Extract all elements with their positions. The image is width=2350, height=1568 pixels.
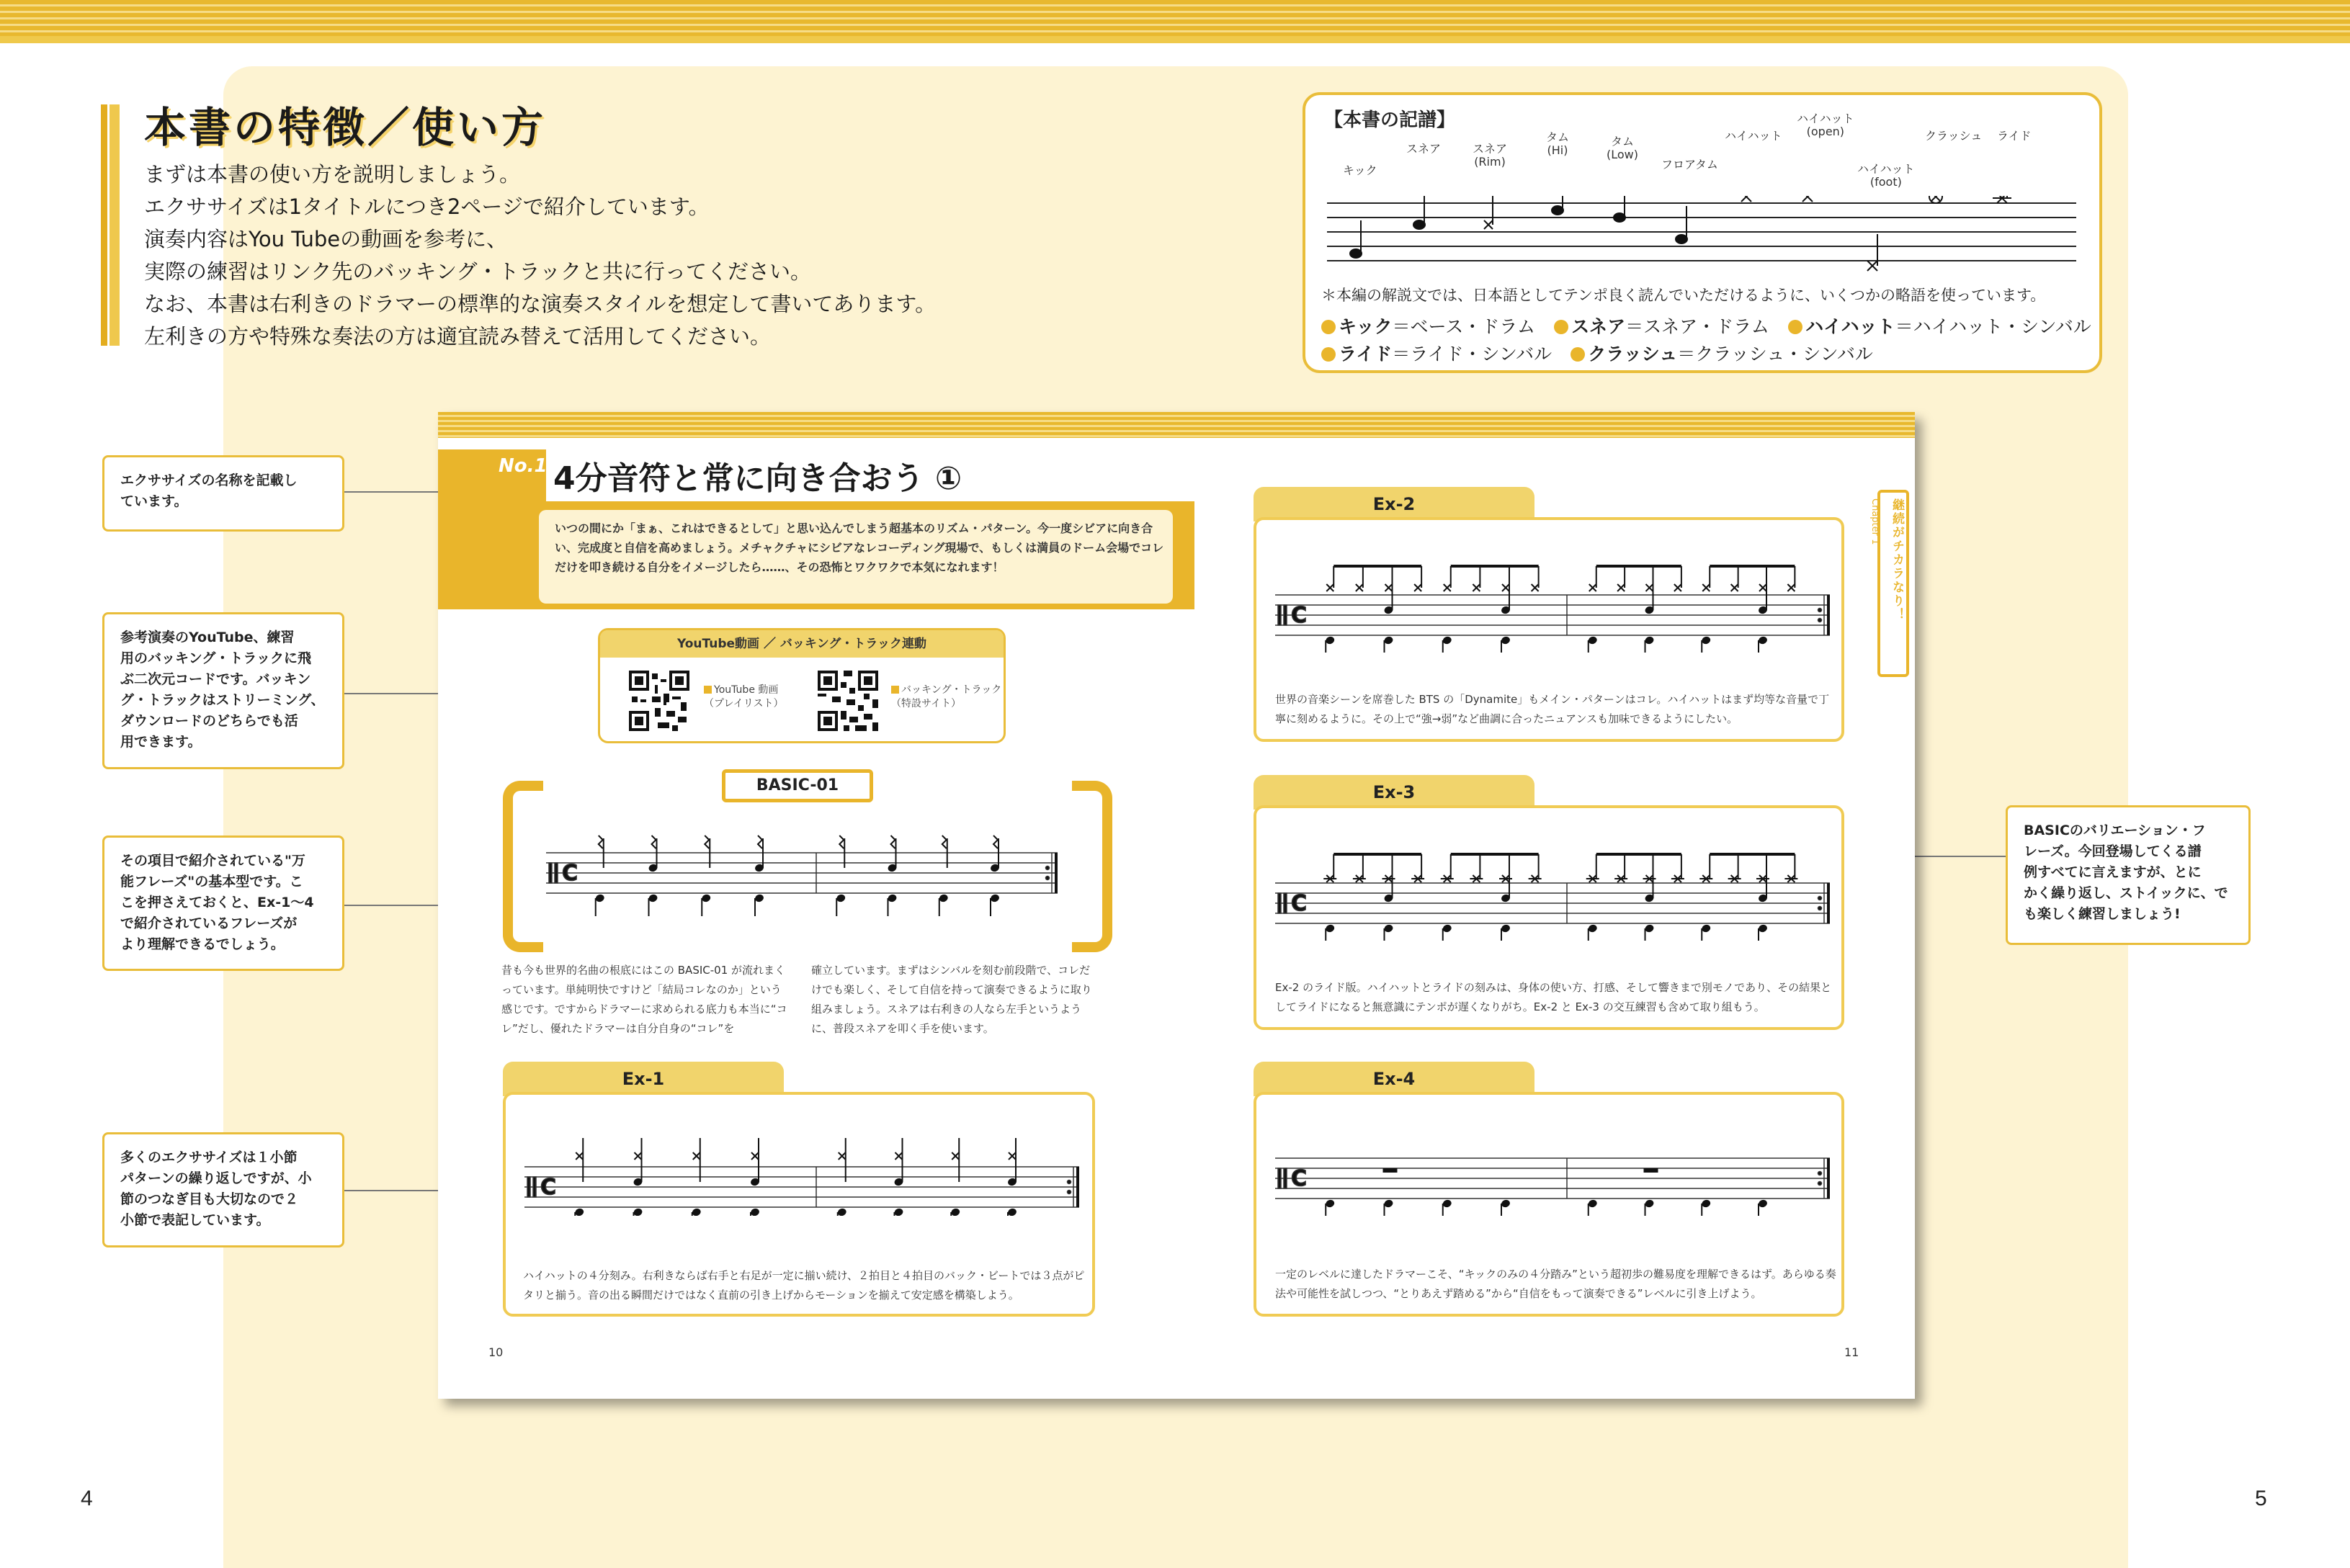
spread-right-page-number: 11 <box>1844 1345 1859 1359</box>
quarter-rest <box>942 835 947 848</box>
intro-line: まずは本書の使い方を説明しましょう。 <box>144 162 521 187</box>
quarter-rest <box>993 835 998 848</box>
ex4-staff <box>1268 1129 1837 1216</box>
label-ride: ライド <box>1997 129 2032 143</box>
ex4-tab: Ex-4 <box>1254 1062 1534 1096</box>
ex1-staff <box>517 1129 1086 1216</box>
intro-line: エクササイズは1タイトルにつき2ページで紹介しています。 <box>144 194 710 219</box>
legend-meaning: ＝スネア・ドラム <box>1625 316 1769 337</box>
notation-key-box <box>1303 92 2102 373</box>
intro-line: 左利きの方や特殊な奏法の方は適宜読み替えて活用してください。 <box>144 324 772 349</box>
spread-top-stripe <box>438 412 1915 438</box>
percussion-clef <box>527 1177 530 1197</box>
intro-line: 演奏内容はYou Tubeの動画を参考に、 <box>144 227 508 251</box>
callout-qr-codes: 参考演奏のYouTube、練習 用のバッキング・トラックに飛 ぶ二次元コードです。バッキン グ・トラックはストリーミング、 ダウンロードのどちらでも活 用できます。 <box>102 612 344 769</box>
whole-rest <box>1383 1168 1398 1173</box>
ex1-text: ハイハットの４分刻み。右利きならば右手と右足が一定に揃い続け、２拍目と４拍目のバック・ビートでは３点がピタリと揃う。音の出る瞬間だけではなく直前の引き上げからモーションを揃えて安定感を構築しよう。 <box>523 1269 1085 1302</box>
time-signature: C <box>1291 1166 1308 1191</box>
left-page-number: 4 <box>81 1487 93 1510</box>
time-signature: C <box>1291 603 1308 628</box>
backing-track-qr-code[interactable] <box>818 671 878 731</box>
ex2-tab: Ex-2 <box>1254 487 1534 521</box>
label-crash: クラッシュ <box>1925 129 1983 143</box>
legend-term: ライド <box>1339 344 1393 364</box>
ex4-text: 一定のレベルに達したドラマーこそ、“キックのみの４分踏み”という超初歩の難易度を理解できるはず。あらゆる奏法や可能性を試しつつ、“とりあえず踏める”から“自信をもって演奏できる”レベルに引き上げよう。 <box>1275 1268 1836 1300</box>
time-signature: C <box>1291 891 1308 916</box>
quarter-rest <box>599 835 603 848</box>
time-signature: C <box>562 861 578 886</box>
legend-meaning: ＝ライド・シンバル <box>1392 344 1552 364</box>
chapter-number: Chapter 1 <box>1869 498 1880 545</box>
basic-label: BASIC-01 <box>722 769 873 802</box>
page-title: 本書の特徴／使い方 <box>144 103 547 152</box>
basic-bracket-right <box>1072 781 1112 952</box>
chapter-title: 継続がチカラなり！ <box>1890 498 1904 622</box>
youtube-qr-code[interactable] <box>629 671 689 731</box>
label-tom-low: タム (Low) <box>1607 135 1638 161</box>
percussion-clef <box>1278 605 1281 625</box>
backing-track-qr-label: バッキング・トラック （特設サイト） <box>891 684 1002 709</box>
quarter-rest <box>839 835 844 848</box>
label-hihat-foot: ハイハット (foot) <box>1857 162 1915 189</box>
callout-two-bars: 多くのエクササイズは１小節 パターンの繰り返しですが、小 節のつなぎ目も大切なので２ 小節で表記しています。 <box>102 1132 344 1247</box>
label-floor-tom: フロアタム <box>1661 158 1718 171</box>
label-hihat-open: ハイハット (open) <box>1797 112 1854 138</box>
basic-text-left: 昔も今も世界的名曲の根底にはこの BASIC-01 が流れまくっています。単純明快ですけど「結局コレなのか」という感じです。ですからドラマーに求められる底力も本当に“コレ”だし、優れたドラマーは自分自身の“コレ”を <box>501 964 787 1035</box>
quarter-rest <box>758 835 762 848</box>
label-snare: スネア <box>1406 142 1442 156</box>
legend-row-1 <box>1321 313 2091 339</box>
notation-key-note: ＊本編の解説文では、日本語としてテンポ良く読んでいただけるように、いくつかの略語を使っています。 <box>1321 287 2046 304</box>
exercise-number: No.1 <box>499 455 548 477</box>
title-accent-bar <box>101 104 120 346</box>
legend-meaning: ＝ベース・ドラム <box>1392 316 1536 337</box>
exercise-description: いつの間にか「まぁ、これはできるとして」と思い込んでしまう超基本のリズム・パターン。今一度シビアに向き合い、完成度と自信を高めましょう。メチャクチャにシビアなレコーディング現場で、もしくは満員のドーム会場でコレだけを叩き続ける自分をイメージしたら……、その恐怖とワクワクで本気になれます！ <box>555 521 1164 574</box>
percussion-clef <box>1278 1168 1281 1188</box>
book-spread-preview <box>438 412 1915 1399</box>
ex1-tab: Ex-1 <box>503 1062 784 1096</box>
exercise-title: 4分音符と常に向き合おう ① <box>553 460 962 497</box>
percussion-clef <box>549 863 552 883</box>
intro-line: 実際の練習はリンク先のバッキング・トラックと共に行ってください。 <box>144 259 811 284</box>
ex3-staff <box>1268 840 1837 941</box>
legend-row-2 <box>1321 340 1873 366</box>
qr-code-box <box>598 628 1006 743</box>
callout-variation: BASICのバリエーション・フ レーズ。今回登場してくる譜 例すべてに言えますが、とに かく繰り返し、ストイックに、で も楽しく練習しましょう! <box>2006 805 2251 945</box>
percussion-clef <box>1278 893 1281 913</box>
label-snare-rim: スネア (Rim) <box>1473 142 1508 169</box>
ex2-text: 世界の音楽シーンを席巻した BTS の「Dynamite」もメイン・パターンはコレ。ハイハットはまず均等な音量で丁寧に刻めるように。その上で“強→弱”など曲調に合ったニュアンスも加味できるようにしたい。 <box>1275 693 1830 725</box>
basic-staff <box>539 815 1065 916</box>
time-signature: C <box>540 1175 557 1200</box>
legend-term: クラッシュ <box>1588 344 1678 364</box>
intro-text <box>144 158 936 353</box>
notation-key-title: 【本書の記譜】 <box>1324 109 1456 131</box>
legend-term: キック <box>1339 316 1393 337</box>
label-tom-hi: タム (Hi) <box>1546 130 1570 157</box>
basic-bracket-left <box>503 781 543 952</box>
right-page-number: 5 <box>2255 1487 2267 1510</box>
quarter-rest <box>891 835 895 848</box>
legend-term: ハイハット <box>1805 316 1895 337</box>
ex3-tab: Ex-3 <box>1254 775 1534 810</box>
qr-box-title: YouTube動画 ／ バッキング・トラック連動 <box>600 630 1004 658</box>
legend-meaning: ＝クラッシュ・シンバル <box>1677 344 1873 364</box>
legend-term: スネア <box>1571 316 1626 337</box>
ex3-text: Ex-2 のライド版。ハイハットとライドの刻みは、身体の使い方、打感、そして響きまで別モノであり、その結果としてライドになると無意識にテンポが遅くなりがち。Ex-2 と Ex-3 の交互練習も含めて取り組もう。 <box>1275 981 1832 1013</box>
quarter-rest <box>705 835 709 848</box>
quarter-rest <box>652 835 656 848</box>
legend-meaning: ＝ハイハット・シンバル <box>1895 316 2091 337</box>
whole-rest <box>1644 1168 1658 1173</box>
label-hihat: ハイハット <box>1725 129 1782 143</box>
youtube-qr-label: YouTube 動画 （プレイリスト） <box>704 684 784 709</box>
top-decorative-stripe <box>0 0 2350 43</box>
ex2-staff <box>1268 552 1837 653</box>
callout-exercise-name: エクササイズの名称を記載し ています。 <box>102 455 344 532</box>
intro-line: なお、本書は右利きのドラマーの標準的な演奏スタイルを想定して書いてあります。 <box>144 292 937 316</box>
basic-text-right: 確立しています。まずはシンバルを刻む前段階で、コレだけでも楽しく、そして自信を持って演奏できるように取り組みましょう。スネアは右利きの人なら左手というように、普段スネアを叩く手を使います。 <box>811 964 1092 1035</box>
label-kick: キック <box>1343 163 1377 177</box>
spread-left-page-number: 10 <box>488 1345 504 1359</box>
callout-basic-phrase: その項目で紹介されている"万 能フレーズ"の基本型です。こ こを押さえておくと、Ex-1〜4 で紹介されているフレーズが より理解できるでしょう。 <box>102 835 344 971</box>
